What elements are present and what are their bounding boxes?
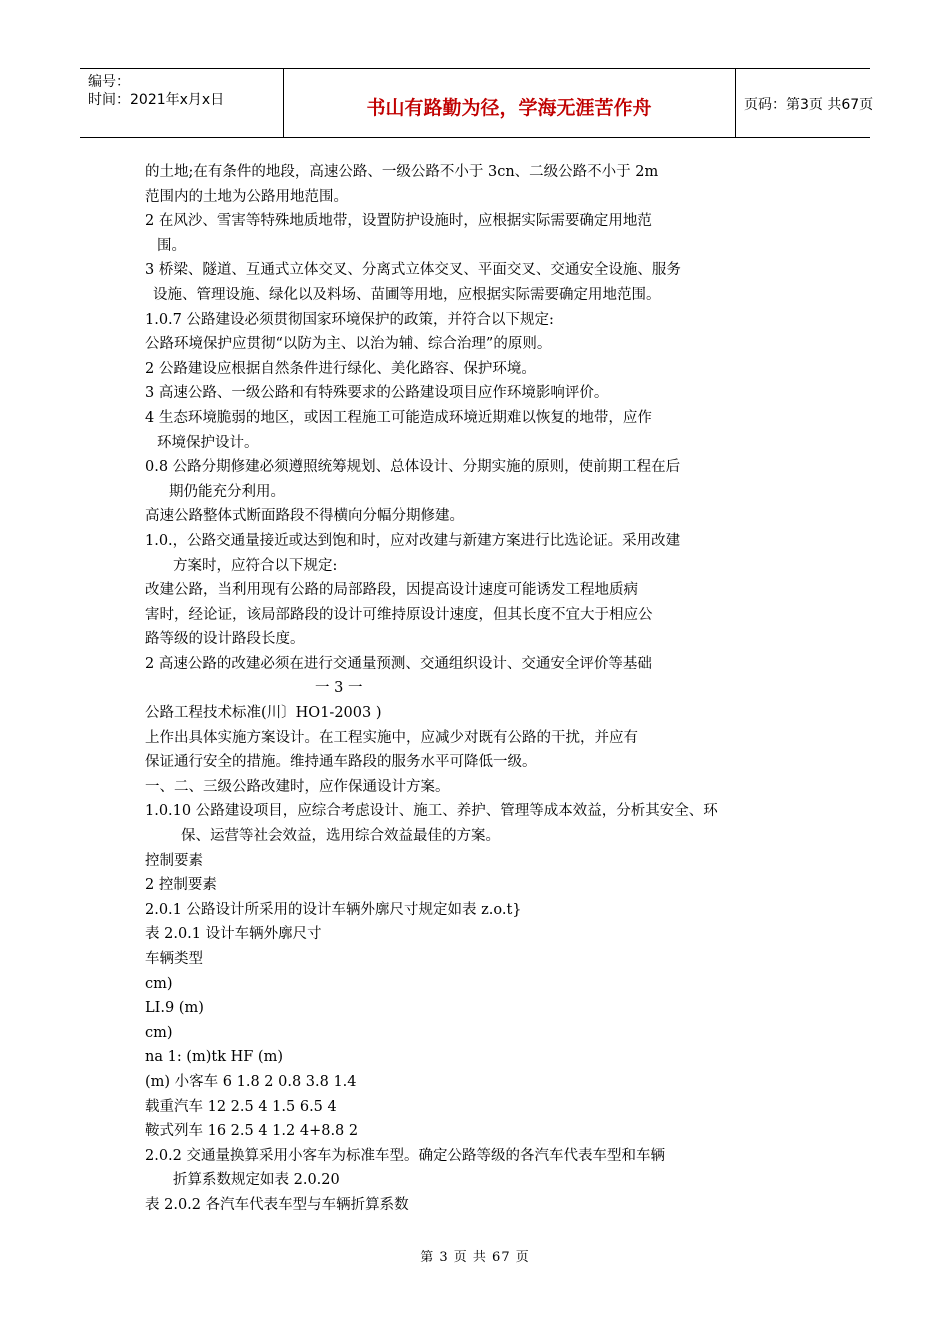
- body-line: 3 高速公路、一级公路和有特殊要求的公路建设项目应作环境影响评价。: [145, 385, 609, 402]
- body-line: 方案时，应符合以下规定:: [173, 557, 338, 574]
- header-page-cell: [736, 69, 874, 137]
- table-text-line: na 1: (m)tk HF (m): [145, 1049, 283, 1066]
- section-heading: 控制要素: [145, 852, 203, 869]
- body-line: 2 在风沙、雪害等特殊地质地带，设置防护设施时，应根据实际需要确定用地范: [145, 213, 652, 230]
- table-text-line: (m) 小客车 6 1.8 2 0.8 3.8 1.4: [145, 1073, 357, 1090]
- document-date-label: 时间：2021年x月x日: [88, 92, 225, 108]
- body-line: 保证通行安全的措施。维持通车路段的服务水平可降低一级。: [145, 754, 537, 771]
- body-line: 2.0.1 公路设计所采用的设计车辆外廓尺寸规定如表 z.o.t}: [145, 901, 522, 918]
- body-line: 保、运营等社会效益，选用综合效益最佳的方案。: [181, 828, 500, 845]
- body-line: 1.0.7 公路建设必须贯彻国家环境保护的政策，并符合以下规定:: [145, 311, 554, 328]
- body-line: 期仍能充分利用。: [169, 483, 285, 500]
- table-text-line: cm): [145, 1024, 173, 1041]
- body-line: 高速公路整体式断面路段不得横向分幅分期修建。: [145, 508, 464, 525]
- body-line: 上作出具体实施方案设计。在工程实施中，应减少对既有公路的干扰，并应有: [145, 729, 638, 746]
- table-text-line: 载重汽车 12 2.5 4 1.5 6.5 4: [145, 1098, 337, 1115]
- body-line: 折算系数规定如表 2.0.20: [173, 1172, 340, 1189]
- document-number-label: 编号：: [88, 74, 130, 90]
- page-footer: 第 3 页 共 67 页: [420, 1250, 530, 1265]
- body-line: 一、二、三级公路改建时，应作保通设计方案。: [145, 778, 450, 795]
- body-line: 3 桥梁、隧道、互通式立体交叉、分离式立体交叉、平面交叉、交通安全设施、服务: [145, 262, 681, 279]
- body-line: 1.0.10 公路建设项目，应综合考虑设计、施工、养护、管理等成本效益，分析其安全、环: [145, 803, 718, 820]
- header-motto-cell: [283, 69, 736, 137]
- body-line: 害时，经论证，该局部路段的设计可维持原设计速度，但其长度不宜大于相应公: [145, 606, 653, 623]
- body-line: 2 公路建设应根据自然条件进行绿化、美化路容、保护环境。: [145, 360, 536, 377]
- header-meta-cell: [80, 69, 284, 137]
- body-line: 路等级的设计路段长度。: [145, 631, 305, 648]
- table-text-line: cm): [145, 975, 173, 992]
- body-line: 围。: [157, 237, 186, 254]
- body-line: 4 生态环境脆弱的地区，或因工程施工可能造成环境近期难以恢复的地带，应作: [145, 409, 652, 426]
- document-body: [145, 160, 805, 1218]
- body-line: 2 高速公路的改建必须在进行交通量预测、交通组织设计、交通安全评价等基础: [145, 655, 652, 672]
- body-line: 范围内的土地为公路用地范围。: [145, 188, 348, 205]
- body-line: 2.0.2 交通量换算采用小客车为标准车型。确定公路等级的各汽车代表车型和车辆: [145, 1147, 666, 1164]
- table-caption: 表 2.0.2 各汽车代表车型与车辆折算系数: [145, 1196, 409, 1213]
- body-line: 环境保护设计。: [157, 434, 259, 451]
- body-line: 公路环境保护应贯彻“以防为主、以治为辅、综合治理”的原则。: [145, 336, 552, 353]
- body-line: 的土地;在有条件的地段，高速公路、一级公路不小于 3cn、二级公路不小于 2m: [145, 164, 659, 180]
- section-heading: 2 控制要素: [145, 877, 217, 894]
- page-header: [80, 68, 874, 138]
- body-line: 1.0.，公路交通量接近或达到饱和时，应对改建与新建方案进行比选论证。采用改建: [145, 532, 681, 549]
- table-text-line: LI.9 (m): [145, 1000, 204, 1017]
- body-line: 设施、管理设施、绿化以及料场、苗圃等用地，应根据实际需要确定用地范围。: [153, 286, 661, 303]
- header-motto: 书山有路勤为径，学海无涯苦作舟: [366, 97, 652, 119]
- header-page-info: 页码：第3页 共67页: [744, 97, 874, 113]
- body-line: 改建公路，当利用现有公路的局部路段，因提高设计速度可能诱发工程地质病: [145, 582, 638, 599]
- table-text-line: 车辆类型: [145, 951, 203, 967]
- inline-page-marker: 一 3 一: [315, 680, 363, 697]
- table-text-line: 鞍式列车 16 2.5 4 1.2 4+8.8 2: [145, 1123, 359, 1140]
- table-caption: 表 2.0.1 设计车辆外廓尺寸: [145, 926, 322, 943]
- body-line: 0.8 公路分期修建必须遵照统筹规划、总体设计、分期实施的原则，使前期工程在后: [145, 459, 681, 476]
- running-title: 公路工程技术标准(川〕HO1-2003 ): [145, 705, 382, 722]
